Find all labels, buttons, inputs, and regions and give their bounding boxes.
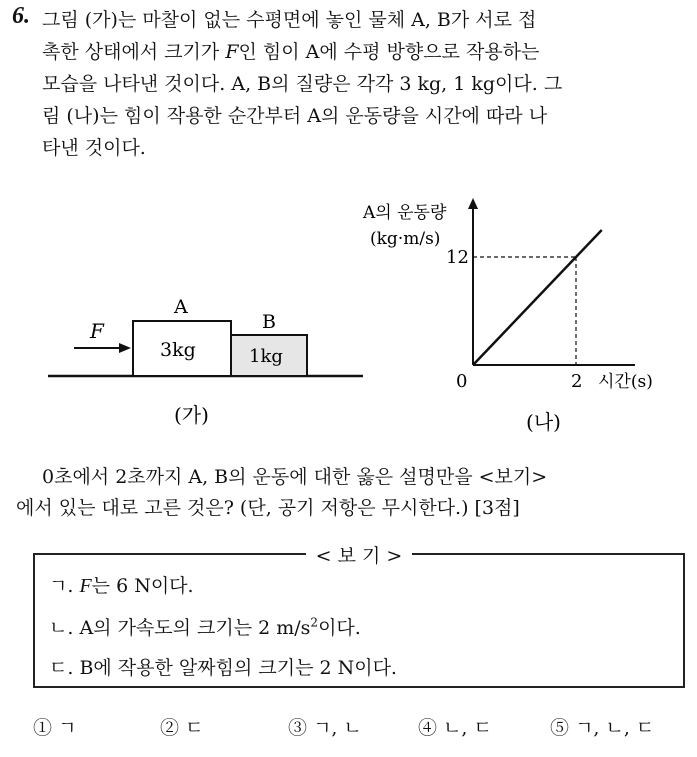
bogi-item-1-text: 는 6 N이다. bbox=[91, 575, 194, 597]
chart-layer bbox=[362, 198, 653, 434]
choice-2-text: ㄷ bbox=[185, 717, 204, 739]
force-arrow-head bbox=[119, 343, 131, 353]
x-tick-2: 2 bbox=[571, 371, 583, 392]
bogi-marker-3: ㄷ. bbox=[49, 657, 74, 679]
momentum-line bbox=[473, 230, 602, 365]
question-line-1: 그림 (가)는 마찰이 없는 수평면에 놓인 물체 A, B가 서로 접 bbox=[42, 9, 537, 31]
y-axis-arrow bbox=[468, 198, 478, 209]
prompt-line-2: 에서 있는 대로 고른 것은? (단, 공기 저항은 무시한다.) [3점] bbox=[16, 497, 520, 519]
bogi-item-2-text: 이다. bbox=[318, 617, 361, 639]
choice-1-num: ① bbox=[33, 717, 53, 739]
bogi-item-2-pre: A의 가속도의 크기는 2 m/s bbox=[79, 617, 311, 639]
bogi-item-2 bbox=[49, 613, 361, 640]
choice-5-num: ⑤ bbox=[550, 717, 570, 739]
force-label: F bbox=[90, 319, 104, 343]
figure-na-chart bbox=[340, 190, 697, 440]
bogi-marker-2: ㄴ. bbox=[49, 617, 74, 639]
figure-ga-caption: (가) bbox=[174, 403, 209, 427]
question-line-3: 모습을 나타낸 것이다. A, B의 질량은 각각 3 kg, 1 kg이다. 그 bbox=[42, 73, 563, 95]
y-axis-label: A의 운동량 bbox=[363, 203, 447, 223]
origin-label: 0 bbox=[456, 371, 468, 392]
question-line-2-pre: 촉한 상태에서 크기가 bbox=[42, 41, 226, 63]
block-b-mass: 1kg bbox=[249, 346, 283, 367]
choice-2[interactable] bbox=[160, 713, 203, 740]
prompt-line-1: 0초에서 2초까지 A, B의 운동에 대한 옳은 설명만을 <보기> bbox=[42, 466, 548, 488]
question-line-5: 타낸 것이다. bbox=[42, 137, 146, 159]
question-line-2 bbox=[42, 36, 539, 68]
bogi-item-1-var: F bbox=[79, 575, 92, 597]
figure-ga bbox=[0, 290, 380, 430]
x-axis-label: 시간(s) bbox=[598, 372, 653, 392]
bogi-item-2-sup: 2 bbox=[310, 615, 319, 630]
choice-3[interactable] bbox=[288, 713, 362, 740]
bogi-box bbox=[33, 545, 685, 688]
force-variable: F bbox=[225, 41, 239, 63]
bogi-item-1 bbox=[49, 571, 194, 598]
choice-4-text: ㄴ, ㄷ bbox=[443, 717, 492, 739]
block-b-label: B bbox=[262, 311, 276, 333]
choice-3-text: ㄱ, ㄴ bbox=[313, 717, 362, 739]
choice-4[interactable] bbox=[418, 713, 492, 740]
choice-1-text: ㄱ bbox=[58, 717, 77, 739]
choice-3-num: ③ bbox=[288, 717, 308, 739]
question-line-4: 림 (나)는 힘이 작용한 순간부터 A의 운동량을 시간에 따라 나 bbox=[42, 105, 548, 127]
choice-5-text: ㄱ, ㄴ, ㄷ bbox=[575, 717, 655, 739]
figure-na-caption: (나) bbox=[526, 410, 561, 434]
block-a-mass: 3kg bbox=[160, 339, 196, 361]
question-number: 6. bbox=[12, 3, 30, 29]
block-a-label: A bbox=[174, 296, 188, 318]
bogi-item-3-text: B에 작용한 알짜힘의 크기는 2 N이다. bbox=[79, 657, 397, 679]
choice-5[interactable] bbox=[550, 713, 654, 740]
choice-1[interactable] bbox=[33, 713, 76, 740]
y-tick-12: 12 bbox=[446, 247, 469, 268]
question-line-2-post: 인 힘이 A에 수평 방향으로 작용하는 bbox=[238, 41, 540, 63]
bogi-marker-1: ㄱ. bbox=[49, 575, 74, 597]
bogi-title: < 보 기 > bbox=[306, 545, 413, 567]
y-axis-unit: (kg·m/s) bbox=[370, 229, 441, 249]
choice-4-num: ④ bbox=[418, 717, 438, 739]
choice-2-num: ② bbox=[160, 717, 180, 739]
bogi-item-3 bbox=[49, 653, 397, 680]
